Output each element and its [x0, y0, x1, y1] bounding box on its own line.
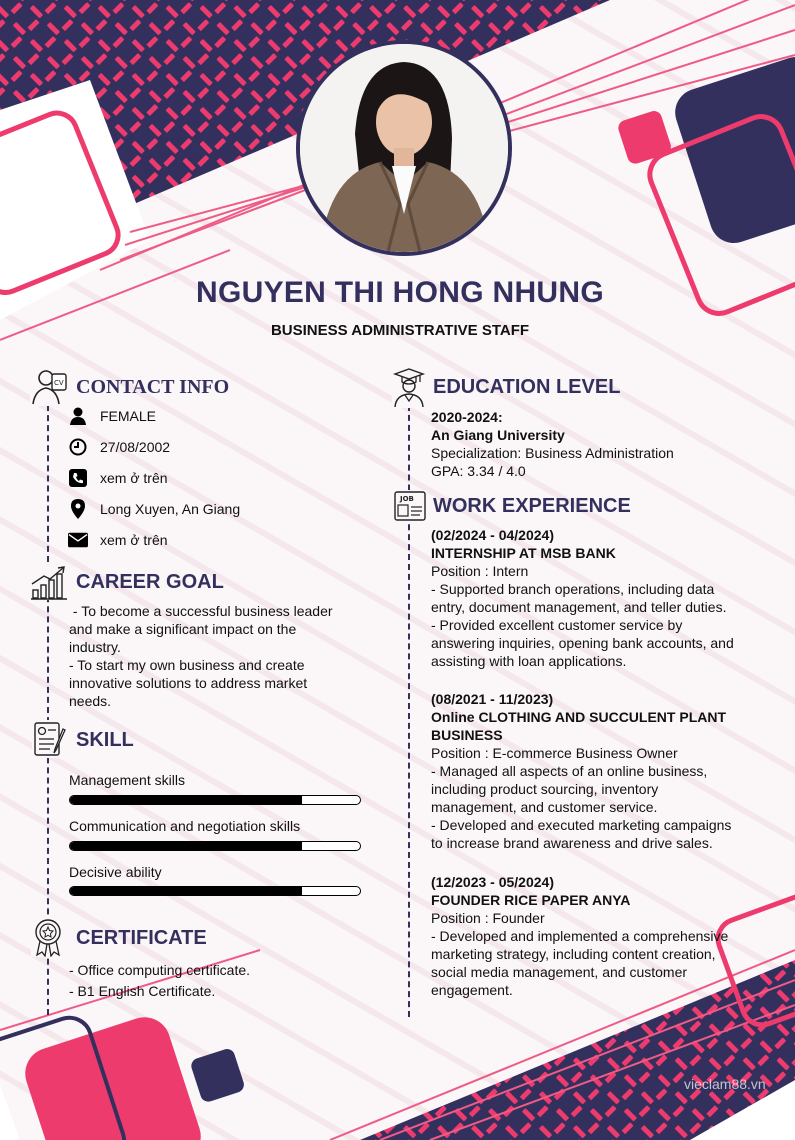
job-period: (02/2024 - 04/2024) — [431, 527, 554, 543]
job-board-icon — [393, 490, 427, 522]
certificate-medal-icon — [31, 917, 65, 957]
skill-label: Decisive ability — [69, 864, 162, 880]
job-line: - Managed all aspects of an online business, — [431, 763, 708, 779]
job-entry-rice-paper — [431, 873, 761, 999]
location-pin-icon — [68, 499, 88, 519]
education-specialization: Specialization: Business Administration — [431, 445, 674, 461]
full-name: NGUYEN THI HONG NHUNG — [196, 276, 604, 309]
skill-title: SKILL — [76, 729, 134, 751]
career-goal-title: CAREER GOAL — [76, 571, 224, 593]
job-entry-online-business — [431, 690, 761, 852]
job-title: FOUNDER RICE PAPER ANYA — [431, 892, 631, 908]
education-gpa: GPA: 3.34 / 4.0 — [431, 463, 526, 479]
career-goal-line: industry. — [69, 639, 121, 655]
contact-address: Long Xuyen, An Giang — [68, 497, 240, 521]
skill-bar-communication — [69, 841, 361, 851]
education-period: 2020-2024: — [431, 409, 503, 425]
career-goal-line: innovative solutions to address market — [69, 675, 308, 691]
contact-phone: xem ở trên — [68, 466, 168, 490]
job-line: - Provided excellent customer service by — [431, 617, 683, 633]
career-goal-line: - To become a successful business leader — [69, 603, 333, 619]
profile-photo — [296, 40, 512, 256]
education-school: An Giang University — [431, 427, 565, 443]
education-title: EDUCATION LEVEL — [433, 376, 621, 398]
skill-bar-decisive — [69, 886, 361, 896]
contact-email: xem ở trên — [68, 528, 168, 552]
contact-info-title: CONTACT INFO — [76, 376, 230, 398]
job-period: (08/2021 - 11/2023) — [431, 691, 554, 707]
job-line: entry, document management, and teller duties. — [431, 599, 727, 615]
skill-bar-fill — [70, 842, 302, 850]
cv-person-icon — [30, 368, 68, 406]
skill-label: Management skills — [69, 772, 185, 788]
certificate-item: - B1 English Certificate. — [69, 983, 216, 999]
person-icon — [68, 406, 88, 426]
contact-gender: FEMALE — [68, 404, 156, 428]
job-line: assisting with loan applications. — [431, 653, 627, 669]
career-goal-line: and make a significant impact on the — [69, 621, 297, 637]
skill-document-icon — [32, 720, 68, 758]
job-position: Position : E-commerce Business Owner — [431, 745, 678, 761]
job-line: answering inquiries, opening bank accounts, and — [431, 635, 734, 651]
skill-bar-management — [69, 795, 361, 805]
job-line: management, and customer service. — [431, 799, 658, 815]
graduate-icon — [392, 368, 426, 408]
job-title: INTERNSHIP AT MSB BANK — [431, 545, 616, 561]
certificate-item: - Office computing certificate. — [69, 962, 251, 978]
career-goal-text — [69, 602, 369, 710]
growth-chart-icon — [30, 564, 68, 600]
certificate-list — [69, 960, 250, 1002]
education-entry — [431, 408, 761, 480]
skill-label: Communication and negotiation skills — [69, 818, 301, 834]
skill-bar-fill — [70, 887, 302, 895]
job-line: engagement. — [431, 982, 513, 998]
envelope-icon — [68, 530, 88, 550]
job-period: (12/2023 - 05/2024) — [431, 874, 554, 890]
job-line: to increase brand awareness and drive sales. — [431, 835, 713, 851]
job-line: social media management, and customer — [431, 964, 688, 980]
job-entry-msb — [431, 526, 761, 670]
career-goal-line: - To start my own business and create — [69, 657, 305, 673]
job-position: Position : Founder — [431, 910, 545, 926]
phone-icon — [68, 468, 88, 488]
job-role: BUSINESS ADMINISTRATIVE STAFF — [270, 322, 530, 339]
job-line: including product sourcing, inventory — [431, 781, 659, 797]
portrait-illustration — [300, 44, 508, 252]
job-line: - Developed and implemented a comprehensive — [431, 928, 729, 944]
job-title: Online CLOTHING AND SUCCULENT PLANT — [431, 709, 727, 725]
contact-birthday: 27/08/2002 — [68, 435, 170, 459]
clock-icon — [68, 437, 88, 457]
job-line: - Supported branch operations, including data — [431, 581, 715, 597]
svg-text:CV: CV — [54, 379, 64, 387]
career-goal-line: needs. — [69, 693, 112, 709]
job-line: marketing strategy, including content creation, — [431, 946, 716, 962]
job-line: - Developed and executed marketing campaigns — [431, 817, 732, 833]
certificate-title: CERTIFICATE — [76, 927, 207, 949]
work-experience-title: WORK EXPERIENCE — [433, 495, 631, 517]
job-position: Position : Intern — [431, 563, 529, 579]
skill-bar-fill — [70, 796, 302, 804]
job-title: BUSINESS — [431, 727, 503, 743]
svg-text:JOB: JOB — [400, 495, 414, 503]
watermark: vieclam88.vn — [684, 1076, 766, 1092]
